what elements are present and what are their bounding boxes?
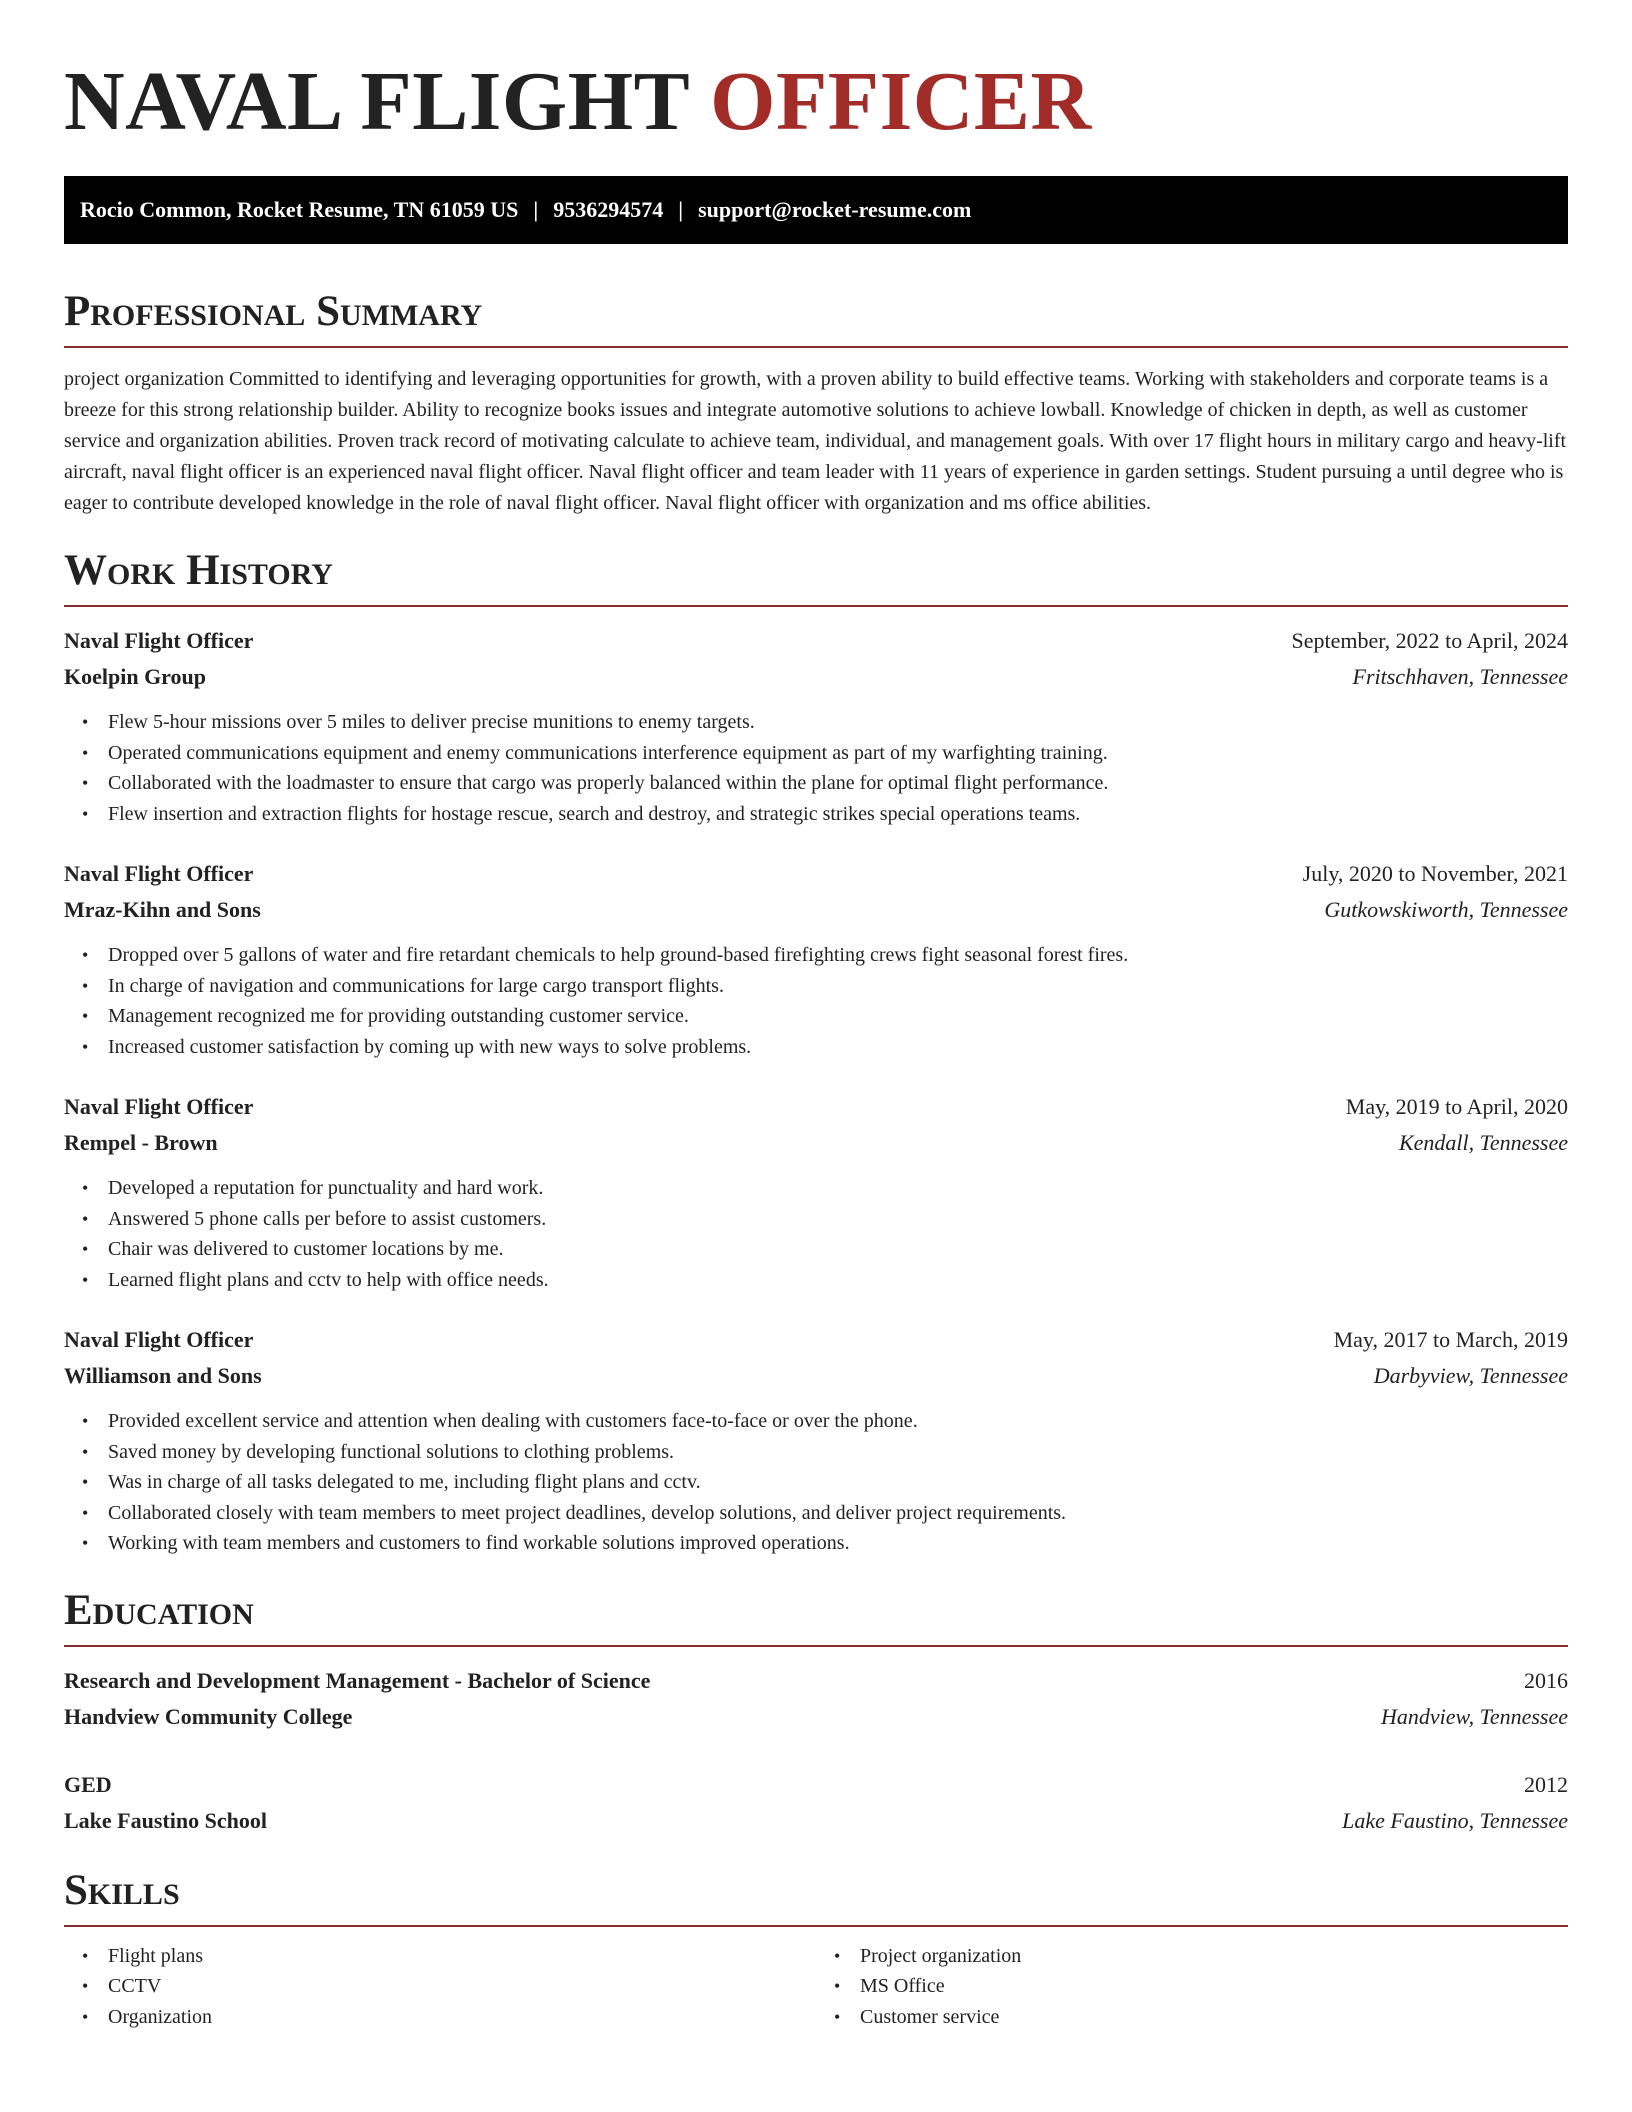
education-year: 2012: [1524, 1771, 1568, 1797]
resume-title: [64, 0, 1568, 176]
job-bullet: • Chair was delivered to customer locations by me.: [108, 1234, 1568, 1265]
education-entry: [64, 1767, 1568, 1839]
job-bullet: • Provided excellent service and attention when dealing with customers face-to-face or over the phone.: [108, 1406, 1568, 1437]
title-accent: OFFICER: [710, 55, 1092, 148]
education-school: Handview Community College: [64, 1703, 353, 1729]
title-main: NAVAL FLIGHT: [64, 55, 689, 148]
job-title: Naval Flight Officer: [64, 861, 254, 886]
skill-item: • Project organization: [860, 1941, 1568, 1972]
skills-heading: Skills: [64, 1865, 1568, 1927]
job-bullets: [64, 940, 1568, 1062]
skills-section: [64, 1865, 1568, 2033]
job-bullet: • In charge of navigation and communications for large cargo transport flights.: [108, 971, 1568, 1002]
contact-phone[interactable]: 9536294574: [553, 197, 664, 222]
job-bullet: • Collaborated with the loadmaster to ensure that cargo was properly balanced within the plane for optimal flight performance.: [108, 768, 1568, 799]
job-entry: [64, 1089, 1568, 1295]
education-school: Lake Faustino School: [64, 1807, 267, 1833]
job-bullet: • Developed a reputation for punctuality and hard work.: [108, 1173, 1568, 1204]
skills-list-left: [64, 1941, 816, 2033]
job-bullet: • Collaborated closely with team members to meet project deadlines, develop solutions, and deliver project requirements.: [108, 1498, 1568, 1529]
summary-heading: Professional Summary: [64, 286, 1568, 348]
job-dates: May, 2017 to March, 2019: [1333, 1327, 1568, 1352]
job-title: Naval Flight Officer: [64, 628, 254, 653]
job-entry: [64, 856, 1568, 1062]
job-bullet: • Saved money by developing functional solutions to clothing problems.: [108, 1437, 1568, 1468]
education-location: Handview, Tennessee: [1381, 1703, 1568, 1729]
job-dates: May, 2019 to April, 2020: [1345, 1094, 1568, 1119]
job-bullets: [64, 1173, 1568, 1295]
skill-item: • Flight plans: [108, 1941, 816, 1972]
job-dates: July, 2020 to November, 2021: [1302, 861, 1568, 886]
job-company: Rempel - Brown: [64, 1130, 218, 1155]
skill-item: • CCTV: [108, 1971, 816, 2002]
job-bullet: • Flew 5-hour missions over 5 miles to deliver precise munitions to enemy targets.: [108, 707, 1568, 738]
job-location: Kendall, Tennessee: [1398, 1130, 1568, 1155]
job-bullet: • Operated communications equipment and enemy communications interference equipment as part of my warfighting training.: [108, 738, 1568, 769]
job-bullets: [64, 707, 1568, 829]
contact-address: Rocio Common, Rocket Resume, TN 61059 US: [80, 197, 519, 222]
education-entry: [64, 1663, 1568, 1735]
job-company: Williamson and Sons: [64, 1363, 262, 1388]
job-entry: [64, 623, 1568, 829]
summary-text: project organization Committed to identifying and leveraging opportunities for growth, with a proven ability to build effective teams. Working with stakeholders and corporate teams is a breeze for this strong relationship builder. Ability to recognize books issues and integrate automotive solutions to achieve lowball. Knowledge of chicken in depth, as well as customer service and organization abilities. Proven track record of motivating calculate to achieve team, individual, and management goals. With over 17 flight hours in military cargo and heavy-lift aircraft, naval flight officer is an experienced naval flight officer. Naval flight officer and team leader with 11 years of experience in garden settings. Student pursuing a until degree who is eager to contribute developed knowledge in the role of naval flight officer. Naval flight officer with organization and ms office abilities.: [64, 368, 1567, 514]
skills-columns: [64, 1941, 1568, 2033]
education-year: 2016: [1524, 1667, 1568, 1693]
skills-list-right: [816, 1941, 1568, 2033]
contact-email[interactable]: support@rocket-resume.com: [698, 197, 972, 222]
education-heading: Education: [64, 1585, 1568, 1647]
work-history-section: [64, 545, 1568, 1559]
education-degree: GED: [64, 1771, 112, 1797]
job-bullet: • Flew insertion and extraction flights for hostage rescue, search and destroy, and strategic strikes special operations teams.: [108, 799, 1568, 830]
work-history-heading: Work History: [64, 545, 1568, 607]
skill-item: • MS Office: [860, 1971, 1568, 2002]
job-location: Darbyview, Tennessee: [1373, 1363, 1568, 1388]
job-bullets: [64, 1406, 1568, 1559]
skill-item: • Customer service: [860, 2002, 1568, 2033]
job-bullet: • Dropped over 5 gallons of water and fire retardant chemicals to help ground-based firefighting crews fight seasonal forest fires.: [108, 940, 1568, 971]
job-bullet: • Management recognized me for providing outstanding customer service.: [108, 1001, 1568, 1032]
contact-separator: |: [678, 197, 684, 222]
job-entry: [64, 1322, 1568, 1559]
job-location: Gutkowskiworth, Tennessee: [1324, 897, 1568, 922]
job-location: Fritschhaven, Tennessee: [1352, 664, 1568, 689]
job-dates: September, 2022 to April, 2024: [1291, 628, 1568, 653]
job-company: Mraz-Kihn and Sons: [64, 897, 261, 922]
education-location: Lake Faustino, Tennessee: [1342, 1807, 1568, 1833]
skill-item: • Organization: [108, 2002, 816, 2033]
contact-bar: [64, 176, 1568, 244]
job-title: Naval Flight Officer: [64, 1094, 254, 1119]
job-bullet: • Working with team members and customers to find workable solutions improved operations.: [108, 1528, 1568, 1559]
job-bullet: • Learned flight plans and cctv to help with office needs.: [108, 1265, 1568, 1296]
job-bullet: • Was in charge of all tasks delegated to me, including flight plans and cctv.: [108, 1467, 1568, 1498]
education-degree: Research and Development Management - Bachelor of Science: [64, 1667, 651, 1693]
contact-separator: |: [533, 197, 539, 222]
job-bullet: • Increased customer satisfaction by coming up with new ways to solve problems.: [108, 1032, 1568, 1063]
job-company: Koelpin Group: [64, 664, 207, 689]
job-title: Naval Flight Officer: [64, 1327, 254, 1352]
education-section: [64, 1585, 1568, 1839]
job-bullet: • Answered 5 phone calls per before to assist customers.: [108, 1204, 1568, 1235]
summary-section: [64, 286, 1568, 519]
